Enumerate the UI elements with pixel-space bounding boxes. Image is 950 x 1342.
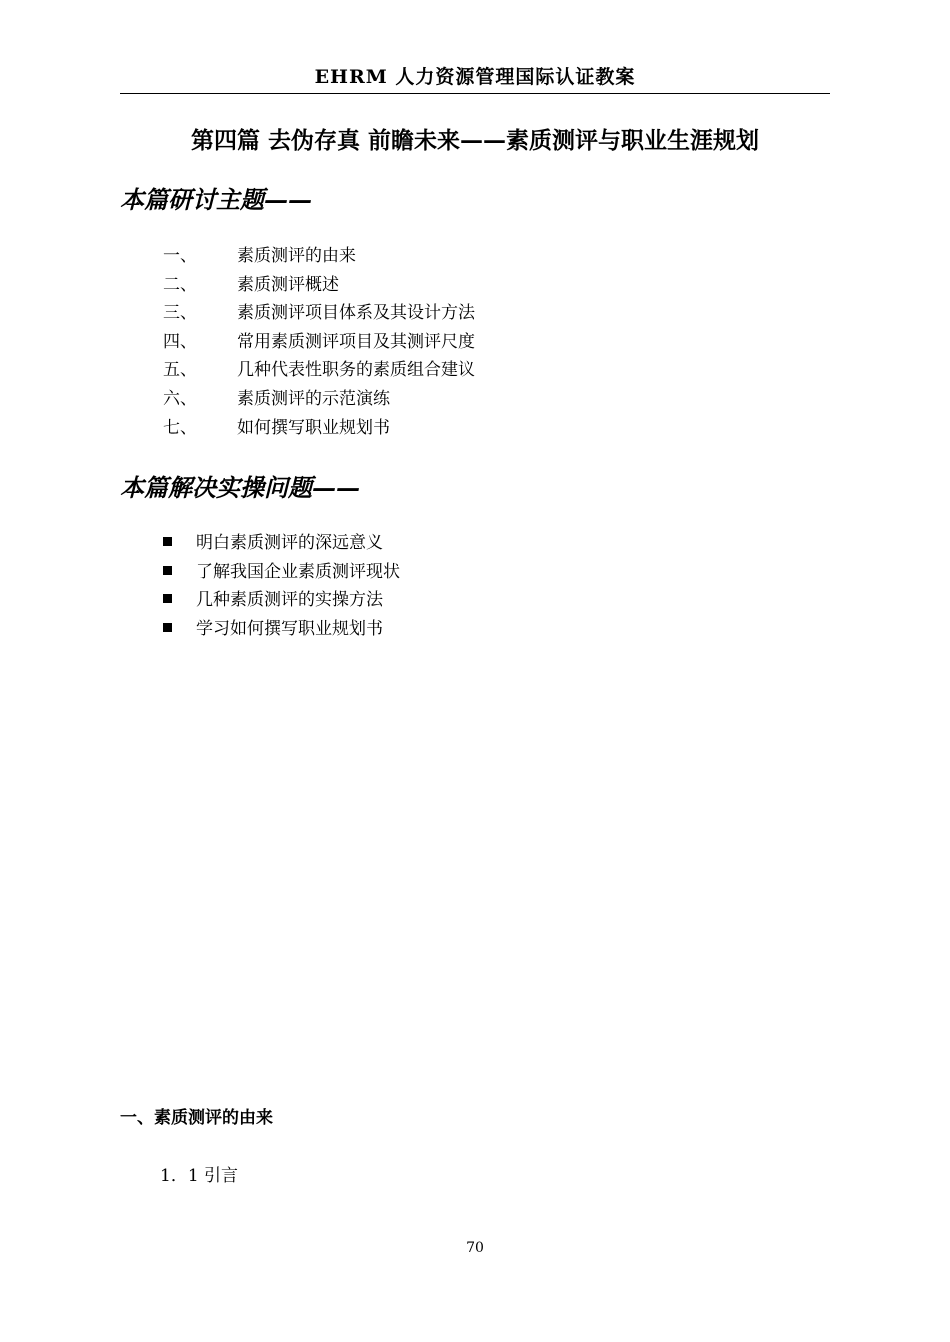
page-header: EHRM 人力资源管理国际认证教案 [314,66,636,88]
topic-text: 几种代表性职务的素质组合建议 [237,360,475,381]
topic-text: 素质测评项目体系及其设计方法 [237,303,475,324]
chapter-heading: 一、素质测评的由来 [120,1108,273,1128]
square-bullet-icon [163,623,172,632]
topics-list [163,242,475,442]
topic-number: 四、 [163,331,197,352]
topic-number: 三、 [163,303,197,324]
square-bullet-icon [163,594,172,603]
problem-text: 明白素质测评的深远意义 [196,533,383,553]
problem-item [163,529,400,558]
topic-number: 二、 [163,274,197,295]
subsection-heading: 1．1 引言 [160,1166,239,1186]
problem-item [163,558,400,587]
topic-text: 素质测评的由来 [237,246,356,266]
problems-list [163,529,400,643]
square-bullet-icon [163,566,172,575]
problem-text: 了解我国企业素质测评现状 [196,561,400,582]
topic-number: 七、 [163,417,197,438]
topic-item [163,328,475,357]
problem-item [163,586,400,615]
topic-number: 一、 [163,246,197,266]
topic-number: 六、 [163,388,197,409]
problem-text: 学习如何撰写职业规划书 [196,618,383,639]
square-bullet-icon [163,537,172,546]
header-rule [120,93,830,94]
problem-item [163,615,400,644]
topic-text: 素质测评概述 [237,274,339,295]
topic-item [163,385,475,414]
topic-item [163,414,475,443]
topic-number: 五、 [163,360,197,381]
topic-text: 常用素质测评项目及其测评尺度 [237,331,475,352]
problem-text: 几种素质测评的实操方法 [196,590,383,611]
topic-item [163,271,475,300]
topic-text: 素质测评的示范演练 [237,388,390,409]
part-title: 第四篇 去伪存真 前瞻未来——素质测评与职业生涯规划 [190,127,759,154]
topic-item [163,356,475,385]
page-number: 70 [466,1240,484,1256]
problems-heading: 本篇解决实操问题—— [120,473,360,502]
topic-item [163,299,475,328]
topic-item [163,242,475,271]
topics-heading: 本篇研讨主题—— [120,185,312,214]
topic-text: 如何撰写职业规划书 [237,417,390,438]
